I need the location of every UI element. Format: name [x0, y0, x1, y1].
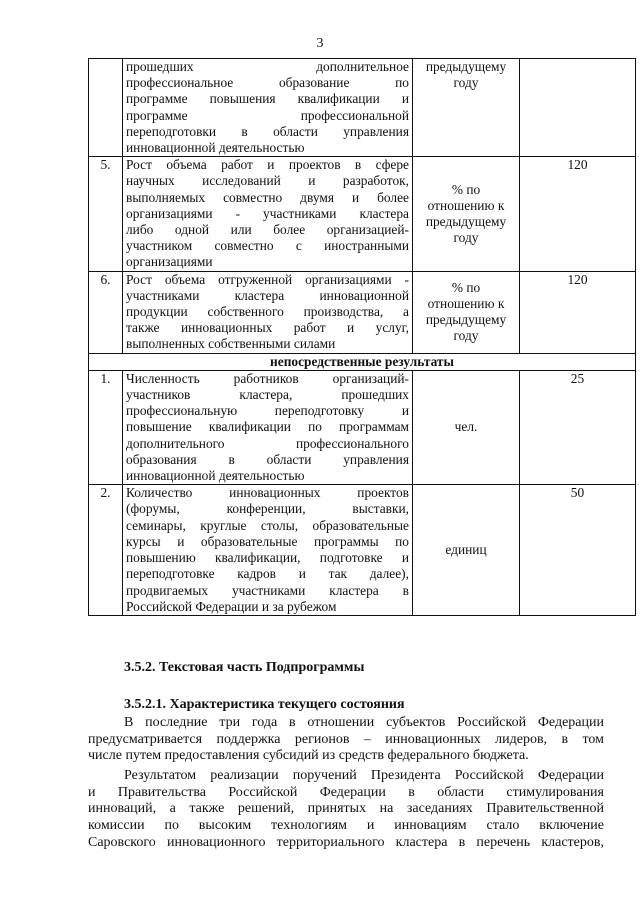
- section-title: непосредственные результаты: [89, 353, 636, 370]
- target-value: 25: [520, 370, 636, 484]
- cell-line: либо одной или более организацией-: [126, 222, 409, 238]
- cell-line: дополнительного профессионального: [126, 435, 409, 451]
- cell-line: прошедших дополнительное: [126, 59, 409, 74]
- cell-line: Российской Федерации и за рубежом: [126, 598, 337, 614]
- cell-line: продукции собственного производства, а: [126, 304, 409, 320]
- cell-line: семинары, круглые столы, образовательные: [126, 517, 409, 533]
- paragraph-1: [88, 715, 604, 765]
- indicators-table: [88, 58, 636, 616]
- indicator-description: [123, 59, 413, 157]
- indicator-description: [123, 157, 413, 271]
- unit-of-measure: [413, 271, 520, 353]
- cell-line: курсы и образовательные программы по: [126, 533, 409, 549]
- paragraph-line: Результатом реализации поручений Президента Российской Федерации: [124, 768, 604, 783]
- cell-line: переподготовки в области управления: [126, 123, 409, 139]
- cell-line: продвигаемых участниками кластера в: [126, 582, 409, 598]
- cell-line: повышение квалификации по программам: [126, 419, 409, 435]
- indicator-description: [123, 271, 413, 353]
- row-number: 1.: [89, 370, 123, 484]
- unit-line: отношению к: [427, 295, 505, 311]
- cell-line: повышению квалификации, подготовке и: [126, 550, 409, 566]
- cell-line: выполняемых совместно двумя и более: [126, 189, 409, 205]
- paragraph-line: числе путем предоставления субсидий из средств федерального бюджета.: [88, 748, 529, 764]
- unit-line: году: [453, 75, 479, 91]
- table-row: [89, 271, 636, 353]
- target-value: 120: [520, 271, 636, 353]
- cell-line: выполненных собственными силами: [126, 336, 336, 352]
- cell-line: научных исследований и разработок,: [126, 173, 409, 189]
- table-row: [89, 59, 636, 157]
- cell-line: программе профессиональной: [126, 107, 409, 123]
- cell-line: также инновационных работ и услуг,: [126, 320, 409, 336]
- subsection-heading: 3.5.2.1. Характеристика текущего состояния: [124, 697, 405, 712]
- table-row: [89, 370, 636, 484]
- unit-line: году: [453, 328, 479, 344]
- section-heading: 3.5.2. Текстовая часть Подпрограммы: [124, 660, 365, 675]
- row-number: [89, 59, 123, 157]
- paragraph-line: и Правительства Российской Федерации в области стимулирования: [88, 784, 604, 800]
- indicator-description: [123, 370, 413, 484]
- section-row: [89, 353, 636, 370]
- unit-line: предыдущему: [425, 59, 507, 74]
- unit-of-measure: единиц: [413, 485, 520, 616]
- cell-line: организациями - участниками кластера: [126, 205, 409, 221]
- cell-line: профессиональное образование по: [126, 75, 409, 91]
- paragraph-line: предусматривается поддержка регионов – инновационных лидеров, в том: [88, 731, 604, 747]
- cell-line: профессиональную переподготовку и: [126, 403, 409, 419]
- cell-line: инновационной деятельностью: [126, 140, 305, 156]
- cell-line: программе повышения квалификации и: [126, 91, 409, 107]
- target-value: 50: [520, 485, 636, 616]
- table-row: [89, 485, 636, 616]
- target-value: [520, 59, 636, 157]
- cell-line: инновационной деятельностью: [126, 468, 305, 484]
- row-number: 6.: [89, 271, 123, 353]
- unit-line: % по: [451, 181, 481, 197]
- cell-line: участником совместно с иностранными: [126, 238, 409, 254]
- cell-line: Рост объема работ и проектов в сфере: [126, 157, 409, 173]
- cell-line: участников кластера, прошедших: [126, 387, 409, 403]
- page-number: 3: [316, 36, 324, 51]
- paragraph-line: комиссии по высоким технологиям и инновациям стало включение: [88, 818, 604, 834]
- unit-line: предыдущему: [425, 312, 507, 328]
- cell-line: Численность работников организаций-: [126, 370, 409, 386]
- cell-line: (форумы, конференции, выставки,: [126, 501, 409, 517]
- unit-of-measure: [413, 59, 520, 157]
- paragraph-line: инноваций, а также решений, принятых на заседаниях Правительственной: [88, 801, 604, 817]
- paragraph-line: В последние три года в отношении субъектов Российской Федерации: [124, 715, 604, 730]
- cell-line: Рост объема отгруженной организациями -: [126, 271, 409, 287]
- unit-line: году: [453, 230, 479, 246]
- table-row: [89, 157, 636, 271]
- row-number: 5.: [89, 157, 123, 271]
- target-value: 120: [520, 157, 636, 271]
- unit-of-measure: чел.: [413, 370, 520, 484]
- row-number: 2.: [89, 485, 123, 616]
- paragraph-2: [88, 768, 604, 852]
- unit-line: % по: [451, 279, 481, 295]
- cell-line: образования в области управления: [126, 451, 409, 467]
- cell-line: переподготовке кадров и так далее),: [126, 566, 409, 582]
- cell-line: участниками кластера инновационной: [126, 287, 409, 303]
- unit-line: предыдущему: [425, 213, 507, 229]
- indicator-description: [123, 485, 413, 616]
- cell-line: Количество инновационных проектов: [126, 485, 409, 501]
- cell-line: организациями: [126, 254, 213, 270]
- unit-of-measure: [413, 157, 520, 271]
- paragraph-line: Саровского инновационного территориального кластера в перечень кластеров,: [88, 834, 604, 850]
- unit-line: отношению к: [427, 197, 505, 213]
